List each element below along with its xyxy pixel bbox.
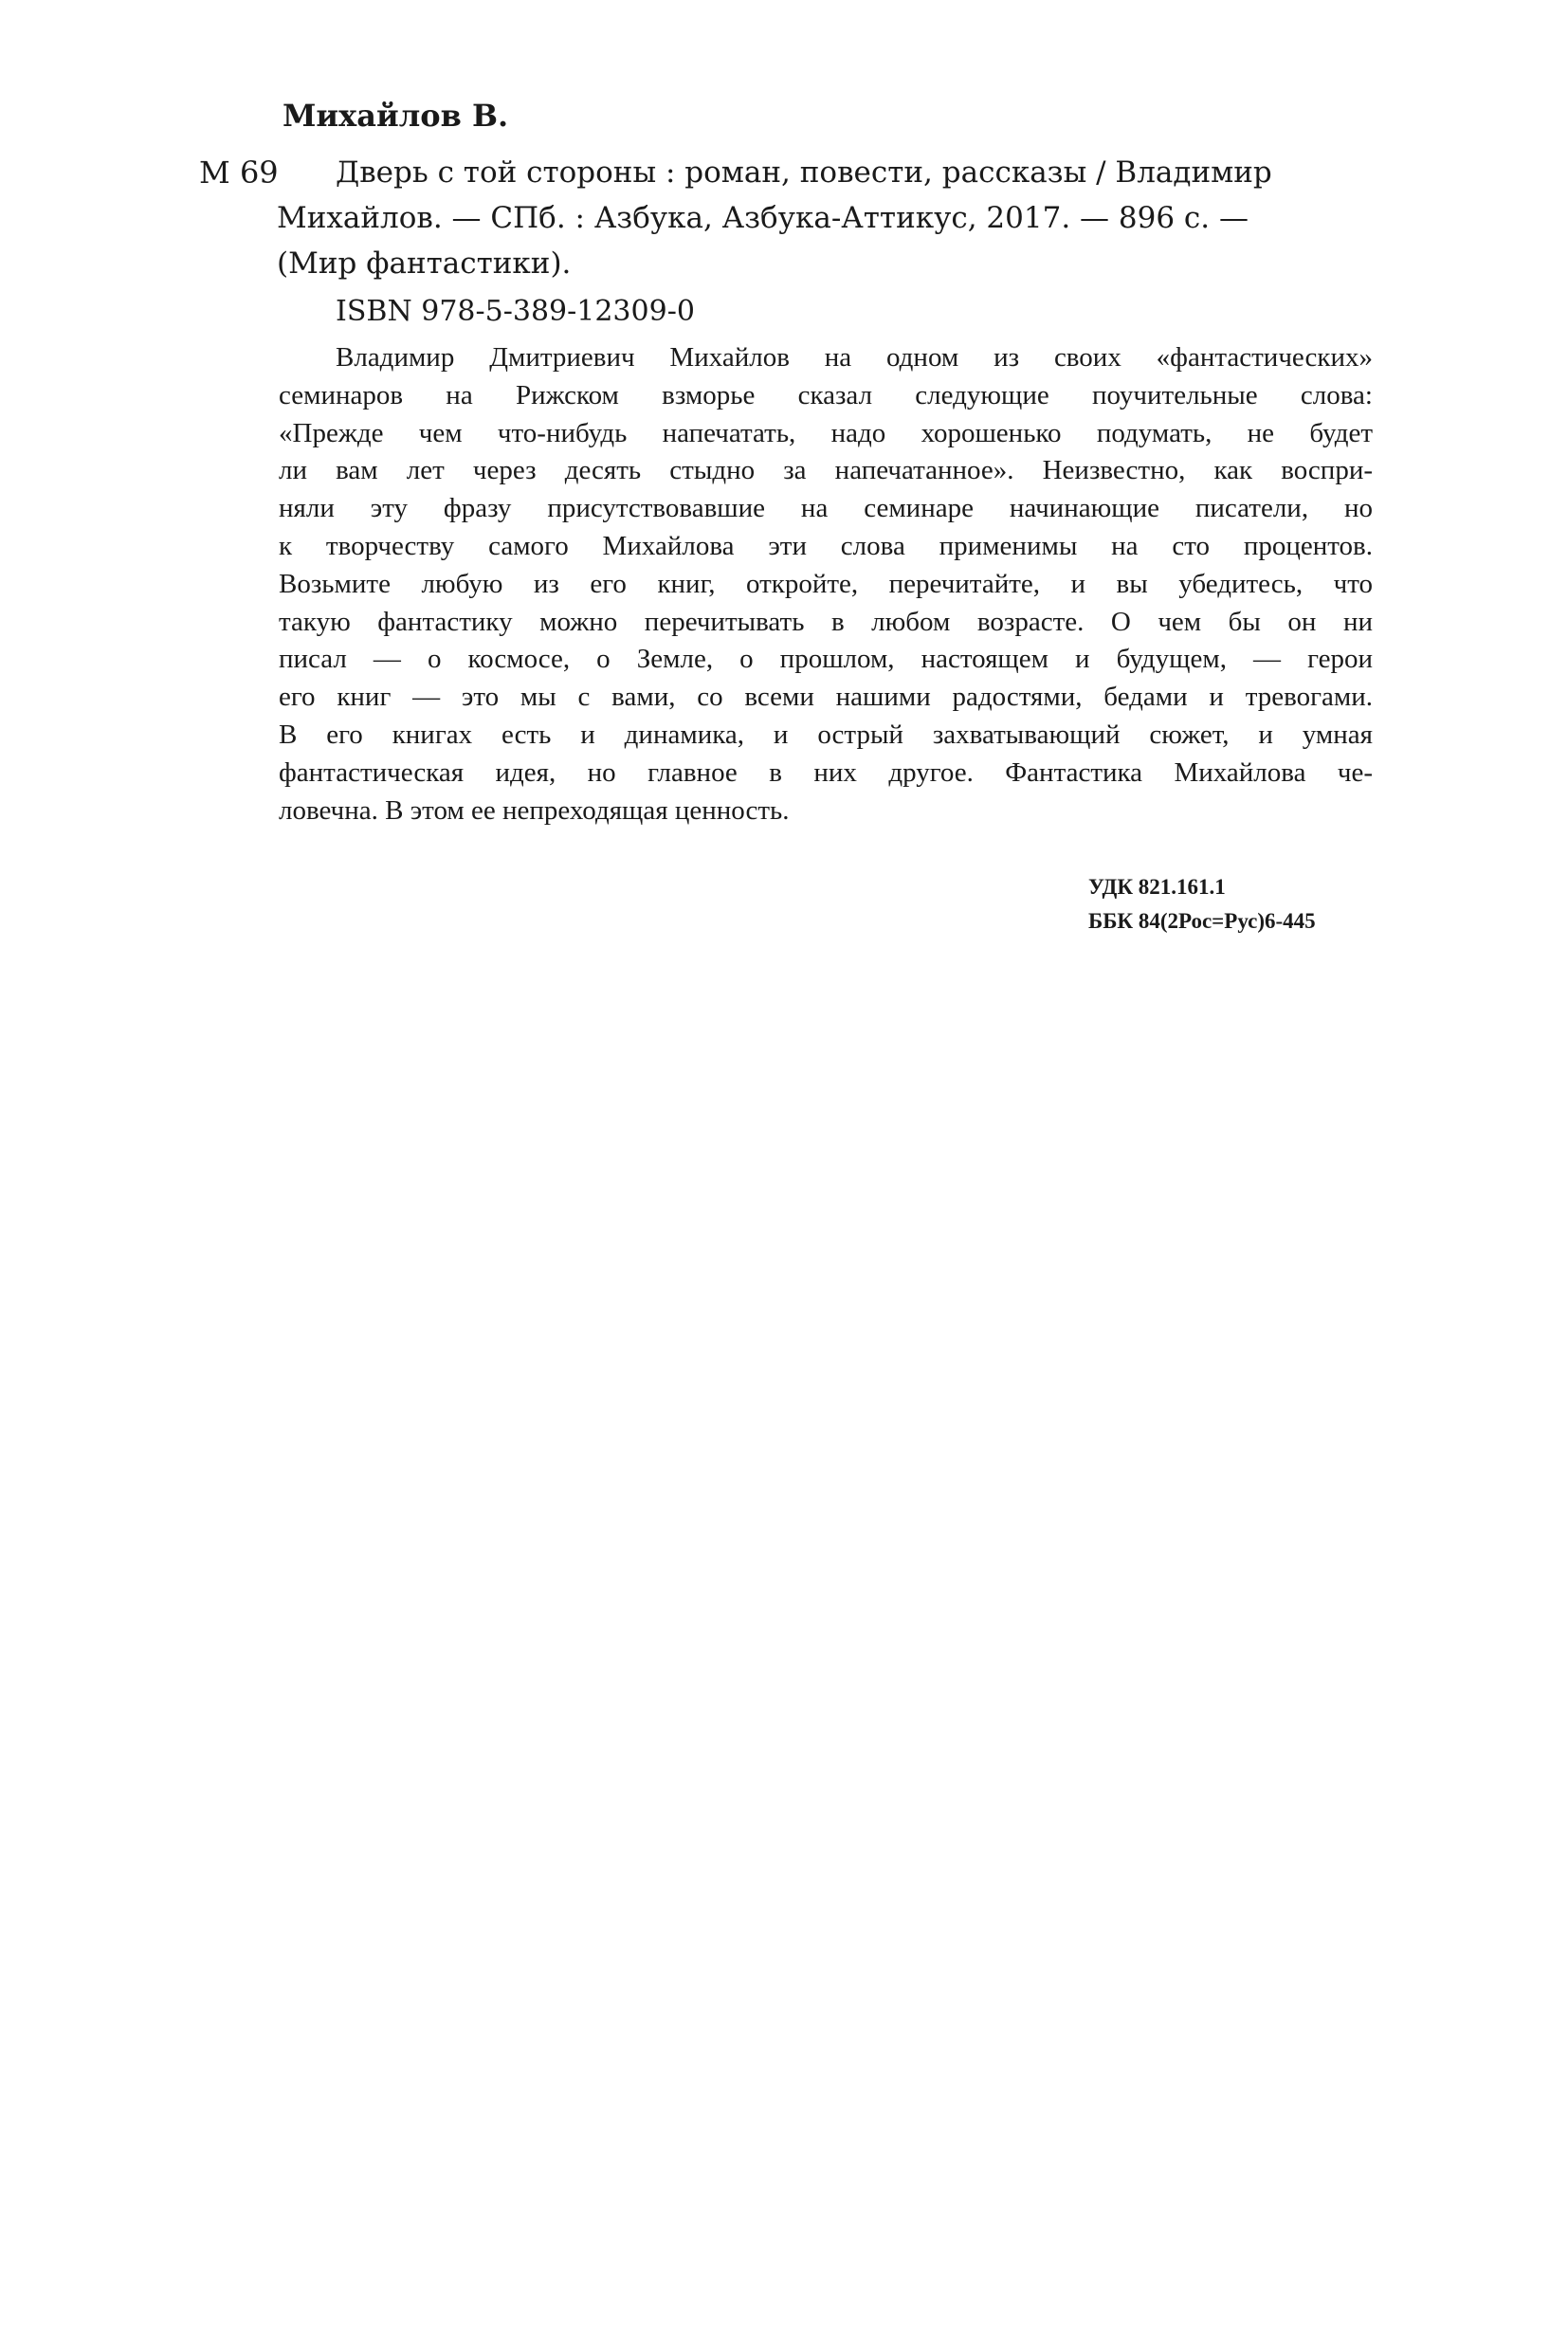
udk-code: УДК 821.161.1: [1088, 875, 1226, 899]
annotation-line: няли эту фразу присутствовавшие на семинаре начинающие писатели, но: [279, 493, 1373, 524]
annotation-line: Возьмите любую из его книг, откройте, перечитайте, и вы убедитесь, что: [279, 568, 1373, 599]
annotation-line: ловечна. В этом ее непреходящая ценность.: [279, 794, 790, 826]
biblio-line: Дверь с той стороны : роман, повести, рассказы / Владимир: [336, 155, 1272, 190]
bibliographic-description: [277, 150, 1371, 286]
annotation-line: такую фантастику можно перечитывать в любом возрасте. О чем бы он ни: [279, 606, 1373, 637]
annotation-line: его книг — это мы с вами, со всеми нашими радостями, бедами и тревогами.: [279, 682, 1373, 713]
annotation-line: ли вам лет через десять стыдно за напечатанное». Неизвестно, как воспри-: [279, 455, 1373, 486]
bbk-code: ББК 84(2Рос=Рус)6-445: [1088, 909, 1316, 933]
classification-codes: [1088, 870, 1316, 939]
annotation-line: Владимир Дмитриевич Михайлов на одном из своих «фантастических»: [336, 342, 1373, 373]
annotation-line: писал — о космосе, о Земле, о прошлом, настоящем и будущем, — герои: [279, 644, 1373, 675]
annotation-line: к творчеству самого Михайлова эти слова применимы на сто процентов.: [279, 530, 1373, 561]
annotation-line: семинаров на Рижском взморье сказал следующие поучительные слова:: [279, 379, 1373, 410]
biblio-line: (Мир фантастики).: [277, 246, 572, 281]
annotation-line: В его книгах есть и динамика, и острый захватывающий сюжет, и умная: [279, 719, 1373, 750]
annotation-line: «Прежде чем что-нибудь напечатать, надо хорошенько подумать, не будет: [279, 417, 1373, 448]
author-heading: Михайлов В.: [283, 98, 509, 134]
annotation-line: фантастическая идея, но главное в них другое. Фантастика Михайлова че-: [279, 756, 1373, 788]
biblio-line: Михайлов. — СПб. : Азбука, Азбука-Аттикус, 2017. — 896 с. —: [277, 201, 1249, 235]
isbn: ISBN 978-5-389-12309-0: [336, 295, 695, 328]
annotation: [279, 339, 1373, 829]
author-mark-code: М 69: [199, 155, 279, 191]
